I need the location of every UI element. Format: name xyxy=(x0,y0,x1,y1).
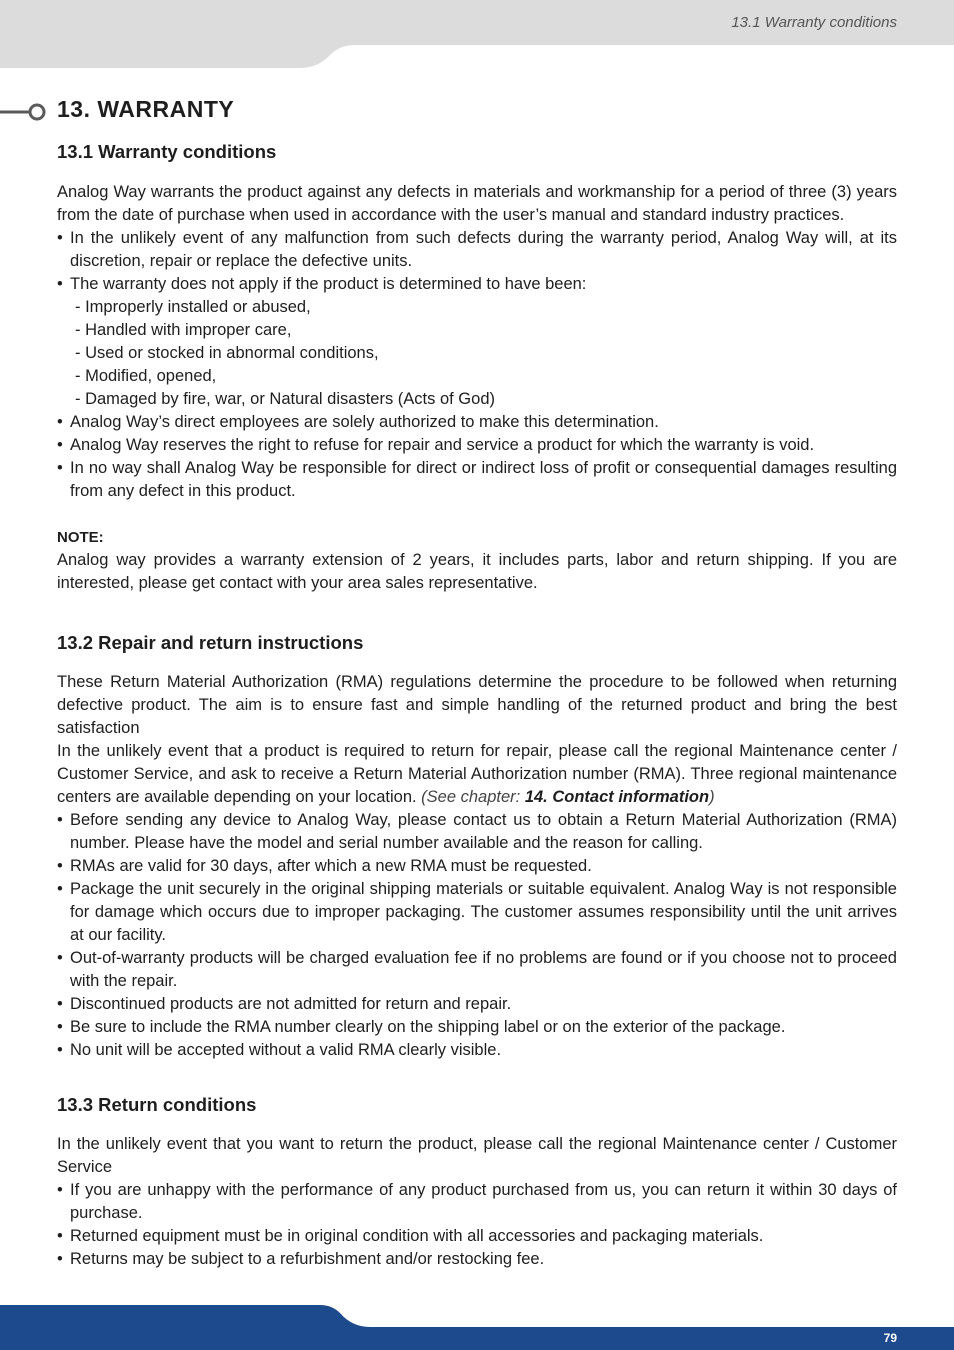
bullet-item xyxy=(57,947,897,993)
bullet-item xyxy=(57,809,897,855)
footer-band-shape xyxy=(0,1305,954,1350)
note-paragraph: Analog way provides a warranty extension of 2 years, it includes parts, labor and return shipping. If you are interested, please get contact with your area sales representative. xyxy=(57,551,897,592)
see-prefix: (See chapter: xyxy=(421,788,525,806)
exclusion-subitem: - Improperly installed or abused, xyxy=(75,298,311,316)
bullet-glyph: • xyxy=(57,1250,63,1268)
bullet-glyph: • xyxy=(57,459,63,477)
bullet-text: Package the unit securely in the original shipping materials or suitable equivalent. Analog Way is not responsible for damage which occurs due to improper packaging. The customer assumes responsibility until the unit arrives at our facility. xyxy=(70,880,897,944)
rma-procedure-paragraph xyxy=(57,740,897,809)
bullet-text: Out-of-warranty products will be charged evaluation fee if no problems are found or if you choose not to proceed with the repair. xyxy=(70,949,897,990)
return-intro-paragraph: In the unlikely event that you want to return the product, please call the regional Maintenance center / Customer Service xyxy=(57,1135,897,1176)
bullet-item xyxy=(57,855,897,878)
see-chapter-reference xyxy=(421,788,714,806)
bullet-text: In no way shall Analog Way be responsible for direct or indirect loss of profit or consequential damages resulting from any defect in this product. xyxy=(70,459,897,500)
bullet-glyph: • xyxy=(57,229,63,247)
bullet-glyph: • xyxy=(57,811,63,829)
bullet-glyph: • xyxy=(57,1181,63,1199)
warranty-intro-paragraph: Analog Way warrants the product against any defects in materials and workmanship for a period of three (3) years from the date of purchase when used in accordance with the user’s manual and standard industry practices. xyxy=(57,183,897,224)
bullet-text: Be sure to include the RMA number clearly on the shipping label or on the exterior of the package. xyxy=(70,1018,786,1036)
bullet-glyph: • xyxy=(57,880,63,898)
footer-band xyxy=(0,1300,954,1350)
bullet-item xyxy=(57,993,897,1016)
bullet-text: Returns may be subject to a refurbishment and/or restocking fee. xyxy=(70,1250,545,1268)
bullet-text: Before sending any device to Analog Way, please contact us to obtain a Return Material Authorization (RMA) number. Please have the model and serial number available and the reason for calling. xyxy=(70,811,897,852)
bullet-glyph: • xyxy=(57,1041,63,1059)
page-number: 79 xyxy=(883,1331,897,1345)
bullet-text: Discontinued products are not admitted for return and repair. xyxy=(70,995,512,1013)
exclusion-subitem: - Handled with improper care, xyxy=(75,321,292,339)
bullet-glyph: • xyxy=(57,857,63,875)
section-heading-return-conditions: 13.3 Return conditions xyxy=(57,1094,257,1115)
spacer xyxy=(57,503,897,526)
chapter-marker-icon xyxy=(0,100,50,124)
bullet-item xyxy=(57,457,897,503)
contact-information-link[interactable]: 14. Contact information xyxy=(524,788,710,806)
bullet-item xyxy=(57,411,897,434)
bullet-text: Analog Way’s direct employees are solely authorized to make this determination. xyxy=(70,413,659,431)
section-heading-warranty-conditions: 13.1 Warranty conditions xyxy=(57,141,277,162)
rma-intro-paragraph: These Return Material Authorization (RMA) regulations determine the procedure to be followed when returning defective product. The aim is to ensure fast and simple handling of the returned product and bring the best satisfaction xyxy=(57,673,897,737)
bullet-glyph: • xyxy=(57,1227,63,1245)
bullet-item xyxy=(57,1225,897,1248)
bullet-glyph: • xyxy=(57,1018,63,1036)
section-heading-repair-return: 13.2 Repair and return instructions xyxy=(57,632,364,653)
bullet-item xyxy=(57,1039,897,1062)
exclusion-subitem: - Used or stocked in abnormal conditions, xyxy=(75,344,379,362)
chapter-title: 13. WARRANTY xyxy=(57,96,235,122)
bullet-item xyxy=(57,434,897,457)
bullet-text: Returned equipment must be in original condition with all accessories and packaging materials. xyxy=(70,1227,764,1245)
bullet-text: No unit will be accepted without a valid RMA clearly visible. xyxy=(70,1041,502,1059)
note-label: NOTE: xyxy=(57,529,104,546)
bullet-item xyxy=(57,273,897,296)
bullet-text: If you are unhappy with the performance of any product purchased from us, you can return it within 30 days of purchase. xyxy=(70,1181,897,1222)
bullet-item xyxy=(57,1016,897,1039)
exclusion-subitem: - Modified, opened, xyxy=(75,367,217,385)
exclusion-subitem: - Damaged by fire, war, or Natural disasters (Acts of God) xyxy=(75,390,495,408)
running-header-title: 13.1 Warranty conditions xyxy=(731,14,897,31)
bullet-text: RMAs are valid for 30 days, after which a new RMA must be requested. xyxy=(70,857,592,875)
bullet-item xyxy=(57,878,897,947)
bullet-text: Analog Way reserves the right to refuse for repair and service a product for which the warranty is void. xyxy=(70,436,815,454)
header-band-shape xyxy=(0,0,954,68)
bullet-text: In the unlikely event of any malfunction from such defects during the warranty period, Analog Way will, at its discretion, repair or replace the defective units. xyxy=(70,229,897,270)
bullet-glyph: • xyxy=(57,413,63,431)
bullet-item xyxy=(57,227,897,273)
see-suffix: ) xyxy=(709,788,715,806)
bullet-glyph: • xyxy=(57,436,63,454)
rma-procedure-text: In the unlikely event that a product is required to return for repair, please call the regional Maintenance center / Customer Service, and ask to receive a Return Material Authorization number (RMA). Three regional maintenance centers are available depending on your location. xyxy=(57,742,897,806)
bullet-item xyxy=(57,1248,897,1271)
bullet-glyph: • xyxy=(57,275,63,293)
bullet-text: The warranty does not apply if the product is determined to have been: xyxy=(70,275,587,293)
header-band xyxy=(0,0,954,70)
bullet-glyph: • xyxy=(57,995,63,1013)
bullet-item xyxy=(57,1179,897,1225)
bullet-glyph: • xyxy=(57,949,63,967)
page-content xyxy=(57,140,897,1271)
